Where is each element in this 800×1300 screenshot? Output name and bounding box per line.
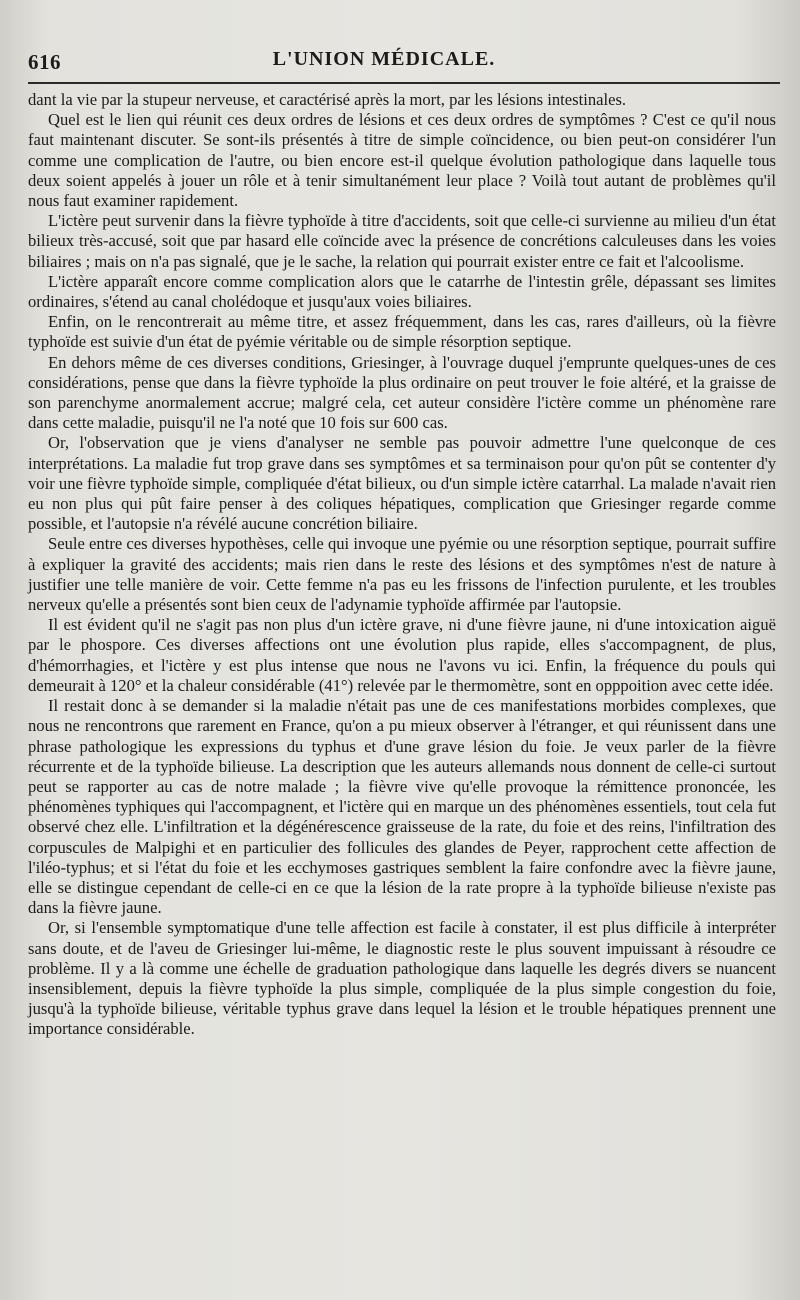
paragraph: En dehors même de ces diverses conditions, Griesinger, à l'ouvrage duquel j'emprunte quelques-unes de ces considérations, pense que dans la fièvre typhoïde la plus ordinaire on peut trouver le foie altéré, et la graisse de son parenchyme anormalement accrue; malgré cela, cet auteur considère l'ictère comme un phénomène rare dans cette maladie, puisqu'il ne l'a noté que 10 fois sur 600 cas.	[28, 352, 776, 433]
paragraph: Il est évident qu'il ne s'agit pas non plus d'un ictère grave, ni d'une fièvre jaune, ni d'une intoxication aiguë par le phospore. Ces diverses affections ont une évolution plus rapide, elles s'accompagnent, de plus, d'hémorrhagies, et l'ictère y est plus intense que nous ne l'avons vu ici. Enfin, la fréquence du pouls qui demeurait à 120° et la chaleur considérable (41°) relevée par le thermomètre, sont en opppoition avec cette idée.	[28, 615, 776, 695]
paragraph: Quel est le lien qui réunit ces deux ordres de lésions et ces deux ordres de symptômes ? C'est ce qu'il nous faut maintenant discuter. Se sont-ils présentés à titre de simple coïncidence, ou bien peut-on considérer l'un comme une complication de l'autre, ou bien encore est-il quelque évolution pathologique dans laquelle tous deux soient appelés à jouer un rôle et à tenir simultanément leur place ? Voilà tout autant de problèmes qu'il nous faut examiner rapidement.	[28, 110, 776, 211]
paragraph: dant la vie par la stupeur nerveuse, et caractérisé après la mort, par les lésions intestinales.	[28, 90, 627, 109]
paragraph: L'ictère peut survenir dans la fièvre typhoïde à titre d'accidents, soit que celle-ci survienne au milieu d'un état bilieux très-accusé, soit que par hasard elle coïncide avec la présence de concrétions calculeuses dans les voies biliaires ; mais on n'a pas signalé, que je le sache, la relation qui pourrait exister entre ce fait et l'alcoolisme.	[28, 211, 776, 271]
paragraph: Il restait donc à se demander si la maladie n'était pas une de ces manifestations morbides complexes, que nous ne rencontrons que rarement en France, qu'on a pu mieux observer à l'étranger, et qui réunissent dans une phrase pathologique les expressions du typhus et d'une grave lésion du foie. Je veux parler de la fièvre récurrente et de la typhoïde bilieuse. La description que les auteurs allemands nous donnent de celle-ci surtout peut se rapporter au cas de notre malade ; la fièvre vive qu'elle provoque la rémittence prononcée, les phénomènes typhiques qui l'accompagnent, et l'ictère qui en marque un des phénomènes essentiels, tout cela fut observé chez elle. L'infiltration et la dégénérescence graisseuse de la rate, du foie et des reins, l'infiltration des corpuscules de Malpighi et en particulier des follicules des glandes de Peyer, rapprochent cette affection de l'iléo-typhus; et si l'état du foie et les ecchymoses gastriques semblent la faire confondre avec la fièvre jaune, elle se distingue cependant de celle-ci en ce que la lésion de la rate propre à la typhoïde bilieuse n'existe pas dans la fièvre jaune.	[28, 696, 776, 918]
article-body	[28, 90, 776, 1040]
paragraph: L'ictère apparaît encore comme complication alors que le catarrhe de l'intestin grêle, dépassant ses limites ordinaires, s'étend au canal cholédoque et jusqu'aux voies biliaires.	[28, 271, 776, 312]
running-head	[28, 46, 740, 76]
paragraph: Or, si l'ensemble symptomatique d'une telle affection est facile à constater, il est plus difficile à interpréter sans doute, et de l'aveu de Griesinger lui-même, le diagnostic reste le plus souvent impuissant à résoudre ce problème. Il y a là comme une échelle de graduation pathologique dans laquelle les degrés divers se nuancent insensiblement, depuis la fièvre typhoïde la plus simple, compliquée de la plus simple congestion du foie, jusqu'à la typhoïde bilieuse, véritable typhus grave dans lequel la lésion et le trouble hépatiques prennent une importance considérable.	[28, 918, 776, 1039]
paragraph: Enfin, on le rencontrerait au même titre, et assez fréquemment, dans les cas, rares d'ailleurs, où la fièvre typhoïde est suivie d'un état de pyémie véritable ou de simple résorption septique.	[28, 312, 776, 352]
journal-title: L'UNION MÉDICALE.	[272, 48, 496, 70]
page-number: 616	[28, 50, 61, 74]
paragraph: Seule entre ces diverses hypothèses, celle qui invoque une pyémie ou une résorption septique, pourrait suffire à expliquer la gravité des accidents; mais rien dans le reste des lésions et des symptômes n'est de nature à justifier une telle manière de voir. Cette femme n'a pas eu les frissons de l'infection purulente, et les troubles nerveux qu'elle a présentés sont bien ceux de l'adynamie typhoïde affirmée par l'autopsie.	[28, 534, 776, 615]
paragraph: Or, l'observation que je viens d'analyser ne semble pas pouvoir admettre l'une quelconque de ces interprétations. La maladie fut trop grave dans ses symptômes et sa terminaison pour qu'on pût se contenter d'y voir une fièvre typhoïde simple, compliquée d'état bilieux, ou d'un simple ictère catarrhal. La malade n'avait rien eu non plus qui pût faire penser à des coliques hépatiques, complication que Griesinger regarde comme possible, et l'autopsie n'a révélé aucune concrétion biliaire.	[28, 433, 776, 534]
header-rule	[28, 82, 780, 84]
